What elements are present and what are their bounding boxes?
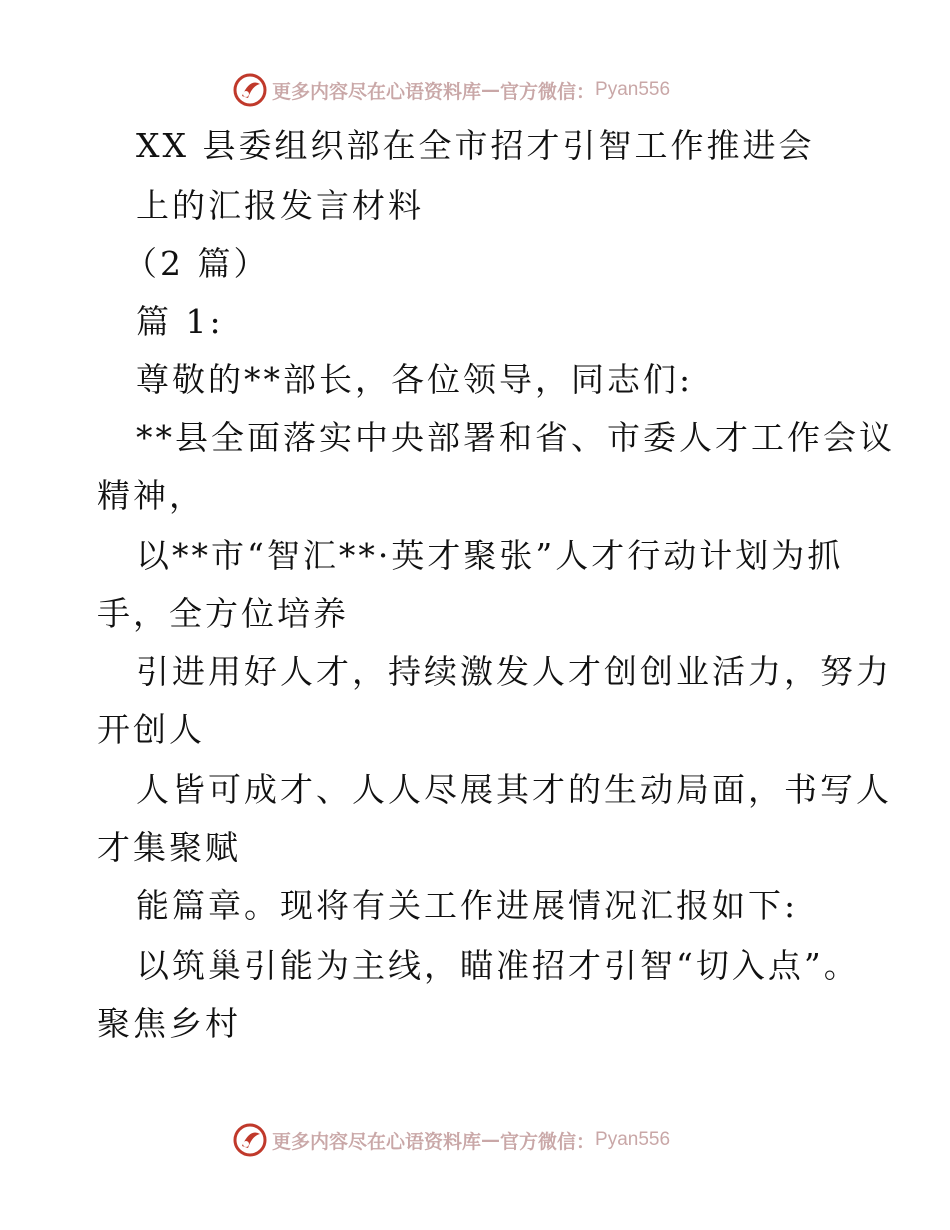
brand-logo-icon (232, 72, 268, 108)
paragraph-line: 聚焦乡村 (97, 1004, 241, 1043)
watermark-id: Pyan556 (595, 1129, 671, 1150)
watermark-contact: 官方微信： (500, 1130, 596, 1153)
paragraph-line: 才集聚赋 (97, 828, 241, 867)
title-count: （2 篇） (124, 244, 270, 283)
title-line-1: XX 县委组织部在全市招才引智工作推进会 (136, 126, 815, 165)
title-line-2: 上的汇报发言材料 (136, 186, 424, 225)
brand-logo-icon (232, 1122, 268, 1158)
watermark-id: Pyan556 (595, 79, 671, 100)
watermark-contact: 官方微信： (500, 80, 596, 103)
paragraph-line: 开创人 (97, 710, 205, 749)
paragraph-line: 能篇章。现将有关工作进展情况汇报如下: (136, 886, 799, 925)
paragraph-line: 人皆可成才、人人尽展其才的生动局面，书写人 (136, 770, 892, 809)
watermark-header (232, 72, 670, 108)
watermark-dash: — (481, 1129, 501, 1151)
watermark-footer (232, 1122, 670, 1158)
watermark-dash: — (481, 79, 501, 101)
paragraph-line: 以**市“智汇**·英才聚张”人才行动计划为抓 (136, 536, 844, 575)
salutation: 尊敬的**部长，各位领导，同志们: (136, 360, 694, 399)
paragraph-line: **县全面落实中央部署和省、市委人才工作会议 (136, 418, 895, 457)
watermark-brand: 更多内容尽在心语资料库 (272, 1130, 482, 1153)
paragraph-line: 手，全方位培养 (97, 594, 349, 633)
paragraph-line: 以筑巢引能为主线，瞄准招才引智“切入点”。 (136, 946, 860, 985)
section-heading: 篇 1: (136, 302, 224, 341)
paragraph-line: 精神， (97, 476, 205, 515)
paragraph-line: 引进用好人才，持续激发人才创创业活力，努力 (136, 652, 892, 691)
watermark-brand: 更多内容尽在心语资料库 (272, 80, 482, 103)
